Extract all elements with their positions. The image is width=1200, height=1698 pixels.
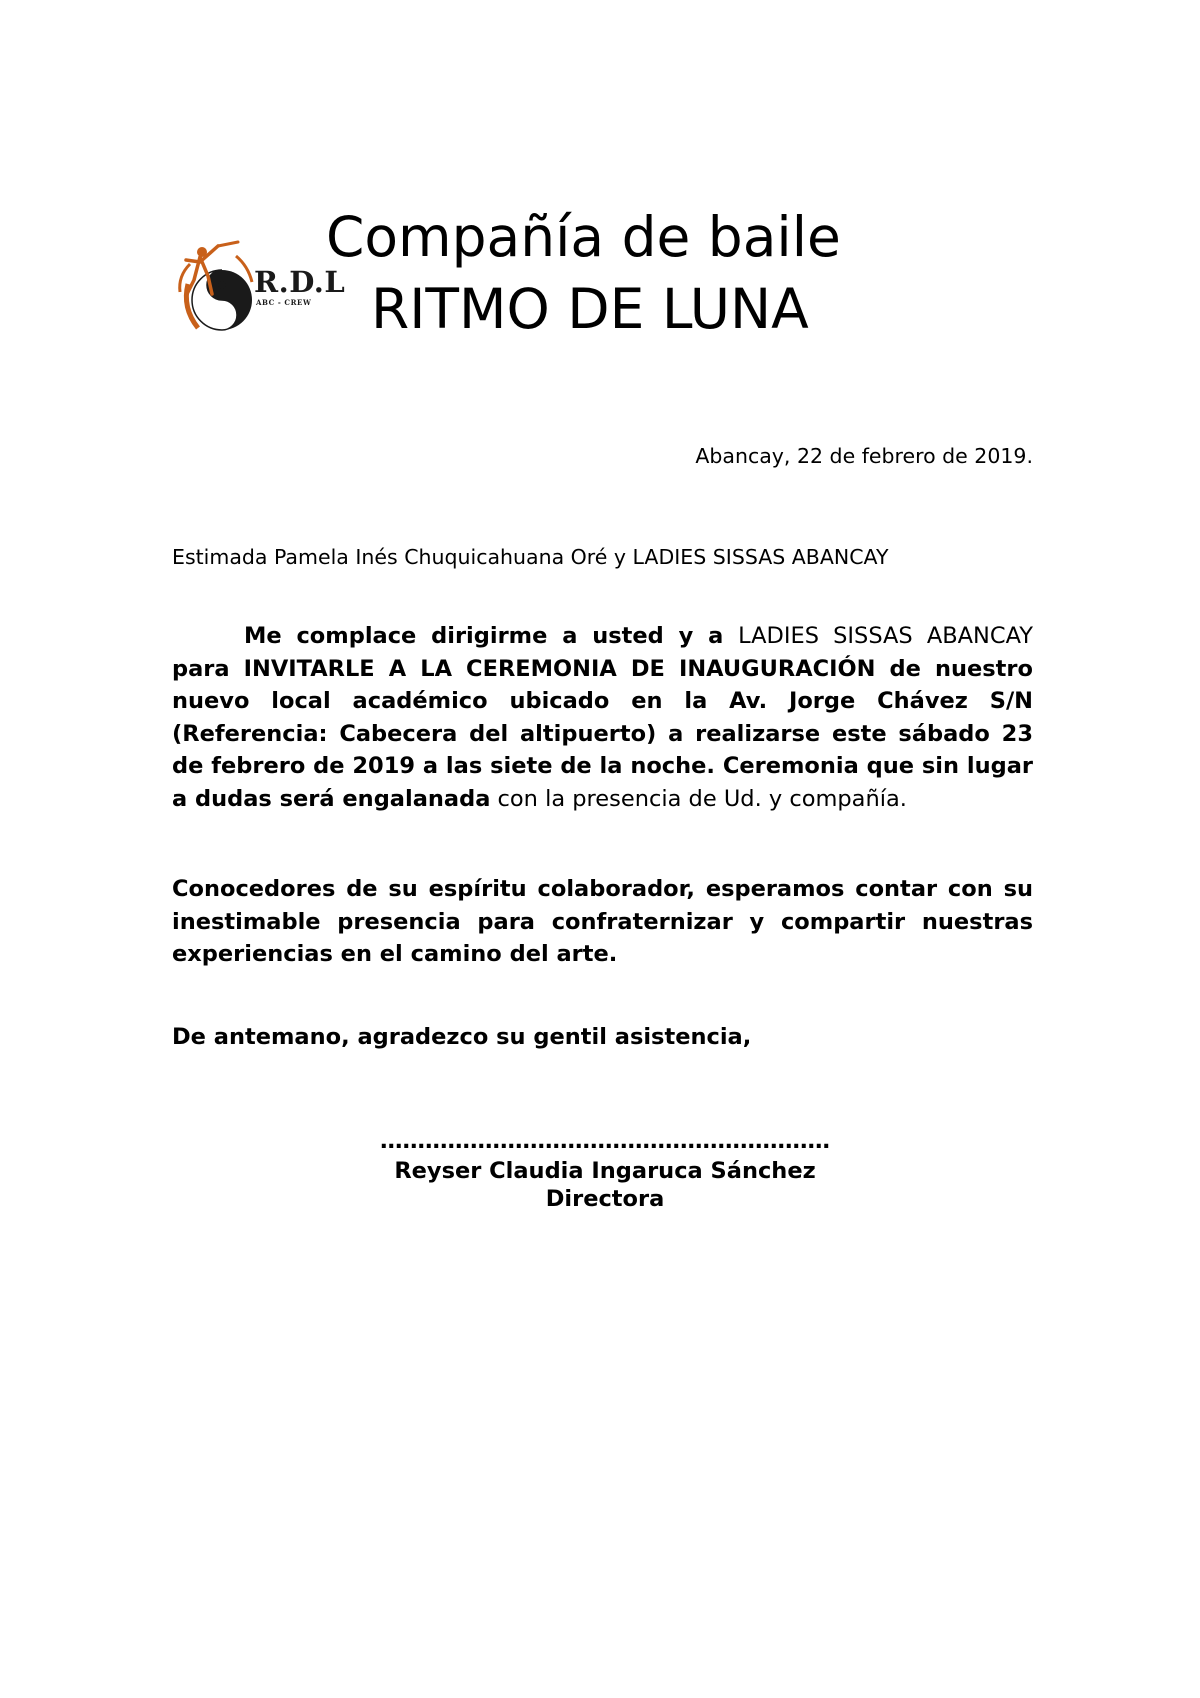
- invitation-run-3: para INVITARLE A LA CEREMONIA DE INAUGURACIÓN de nuestro nuevo local académico ubicado en la Av. Jorge Chávez S/N (Referencia: Cabecera del altipuerto) a realizarse este sábado 23 de febrero de 2019 a las siete de la noche. Ceremonia que sin lugar a dudas será engalanada: [172, 655, 1033, 812]
- signatory-name: Reyser Claudia Ingaruca Sánchez: [394, 1158, 816, 1184]
- company-name-line1: Compañía de baile: [326, 205, 841, 269]
- invitation-run-1: Me complace dirigirme a usted y a: [244, 623, 739, 649]
- paragraph-collaboration: Conocedores de su espíritu colaborador, esperamos contar con su inestimable presencia para confraternizar y compartir nuestras experiencias en el camino del arte.: [172, 876, 1033, 967]
- company-name-line2: RITMO DE LUNA: [371, 277, 809, 341]
- paragraph-invitation: [172, 620, 1033, 815]
- letter-date: Abancay, 22 de febrero de 2019.: [695, 444, 1033, 468]
- salutation: Estimada Pamela Inés Chuquicahuana Oré y LADIES SISSAS ABANCAY: [172, 545, 889, 569]
- invitation-run-2: LADIES SISSAS ABANCAY: [738, 623, 1033, 649]
- signature-line: ……………………………………………………: [380, 1128, 830, 1154]
- signatory-role: Directora: [545, 1186, 665, 1212]
- invitation-run-4: con la presencia de Ud. y compañía.: [490, 785, 907, 812]
- logo-title: R.D.L: [254, 265, 346, 299]
- logo-subtitle: ABC - CREW: [256, 298, 312, 307]
- closing-line: De antemano, agradezco su gentil asistencia,: [172, 1024, 752, 1050]
